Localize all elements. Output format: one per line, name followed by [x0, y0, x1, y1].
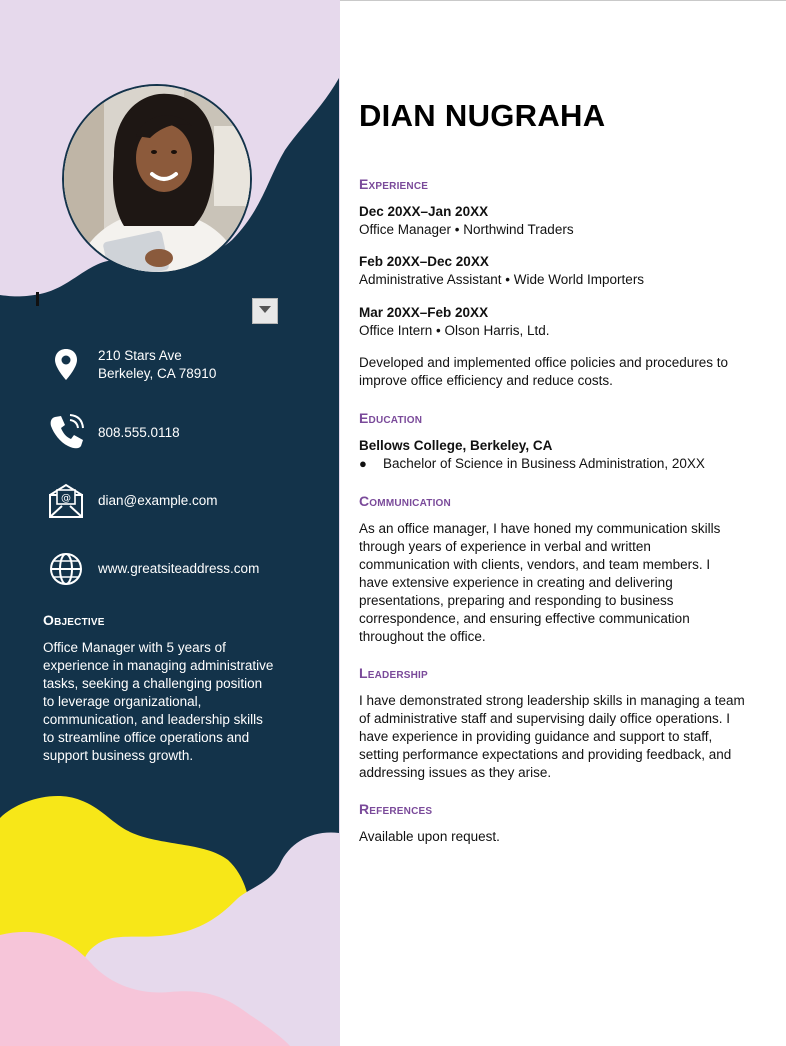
chevron-down-icon — [258, 302, 272, 320]
text-line: of administrative staff and supervising daily office operations. I — [359, 711, 730, 726]
job-dates: Mar 20XX–Feb 20XX — [359, 305, 489, 320]
website: www.greatsiteaddress.com — [98, 561, 260, 576]
text-line: improve office efficiency and reduce costs. — [359, 373, 613, 388]
text-line: have extensive experience in creating and delivering — [359, 575, 673, 590]
svg-text:@: @ — [61, 493, 71, 504]
address-line2: Berkeley, CA 78910 — [98, 366, 217, 381]
experience-heading: Experience — [359, 176, 429, 192]
communication-heading: Communication — [359, 493, 451, 509]
column-divider — [339, 0, 340, 1046]
address-line1: 210 Stars Ave — [98, 348, 182, 363]
school-name: Bellows College, Berkeley, CA — [359, 438, 553, 453]
objective-line: support business growth. — [43, 748, 194, 763]
objective-line: to streamline office operations and — [43, 730, 250, 745]
objective-heading: Objective — [43, 612, 105, 628]
objective-line: experience in managing administrative — [43, 658, 274, 673]
objective-line: tasks, seeking a challenging position — [43, 676, 263, 691]
text-line: communication with clients, vendors, and team members. I — [359, 557, 711, 572]
layout-dropdown-button[interactable] — [252, 298, 278, 324]
objective-line: Office Manager with 5 years of — [43, 640, 226, 655]
text-line: As an office manager, I have honed my communication skills — [359, 521, 721, 536]
text-cursor — [36, 292, 39, 306]
objective-line: to leverage organizational, — [43, 694, 202, 709]
phone-number: 808.555.0118 — [98, 425, 180, 440]
profile-photo — [62, 84, 252, 274]
objective-line: communication, and leadership skills — [43, 712, 263, 727]
applicant-name: DIAN NUGRAHA — [359, 98, 606, 133]
text-line: setting performance expectations and providing feedback, and — [359, 747, 732, 762]
bullet-icon: ● — [359, 456, 367, 471]
education-heading: Education — [359, 410, 423, 426]
text-line: correspondence, and ensuring effective communication — [359, 611, 690, 626]
text-line: through years of experience in verbal and written — [359, 539, 651, 554]
job-dates: Dec 20XX–Jan 20XX — [359, 204, 489, 219]
address — [98, 347, 216, 383]
job-role: Office Manager • Northwind Traders — [359, 222, 574, 237]
communication-text — [359, 520, 754, 646]
text-line: addressing issues as they arise. — [359, 765, 552, 780]
degree: Bachelor of Science in Business Administration, 20XX — [383, 456, 705, 471]
email-address: dian@example.com — [98, 493, 218, 508]
job-dates: Feb 20XX–Dec 20XX — [359, 254, 489, 269]
leadership-heading: Leadership — [359, 665, 428, 681]
text-line: have experience in providing guidance and support to staff, — [359, 729, 713, 744]
text-line: presentations, preparing and responding to business — [359, 593, 674, 608]
location-pin-icon — [46, 346, 86, 386]
objective-text — [43, 639, 293, 765]
job-role: Administrative Assistant • Wide World Importers — [359, 272, 645, 287]
text-line: throughout the office. — [359, 629, 486, 644]
text-line: Developed and implemented office policies and procedures to — [359, 355, 728, 370]
references-heading: References — [359, 801, 433, 817]
globe-icon — [46, 549, 86, 589]
job-role: Office Intern • Olson Harris, Ltd. — [359, 323, 550, 338]
leadership-text — [359, 692, 754, 782]
mail-icon — [46, 481, 86, 521]
references-text: Available upon request. — [359, 829, 500, 844]
phone-icon — [46, 412, 86, 452]
experience-summary — [359, 354, 754, 390]
text-line: I have demonstrated strong leadership skills in managing a team — [359, 693, 745, 708]
